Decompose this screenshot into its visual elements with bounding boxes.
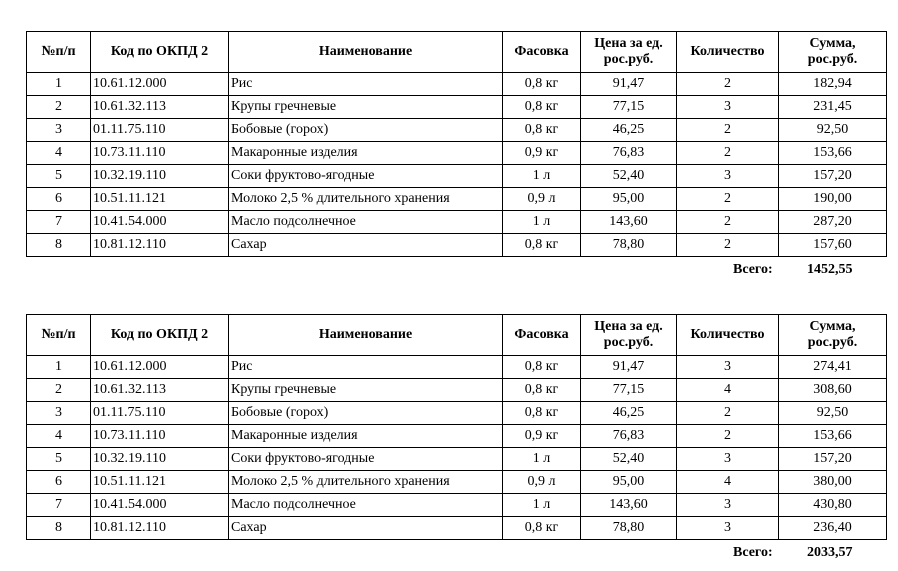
header-pack: [503, 315, 581, 356]
table-row: [27, 517, 887, 540]
unit-price-cell: 76,83: [581, 142, 677, 165]
okpd-code-cell: 10.51.11.121: [91, 188, 229, 211]
okpd-code-cell: 10.61.32.113: [91, 96, 229, 119]
header-code: [91, 32, 229, 73]
table-row: [27, 494, 887, 517]
row-number-cell: 5: [27, 448, 91, 471]
quantity-cell: 3: [677, 448, 779, 471]
product-name-cell: Бобовые (горох): [229, 402, 503, 425]
header-num: [27, 32, 91, 73]
sum-cell: 182,94: [779, 73, 887, 96]
table-row: [27, 142, 887, 165]
table-row: [27, 234, 887, 257]
sum-cell: 157,60: [779, 234, 887, 257]
product-name-cell: Рис: [229, 356, 503, 379]
table-row: [27, 356, 887, 379]
okpd-code-cell: 10.41.54.000: [91, 494, 229, 517]
quantity-cell: 2: [677, 234, 779, 257]
unit-price-cell: 78,80: [581, 517, 677, 540]
header-code-text: Код по ОКПД 2: [110, 327, 209, 342]
sum-cell: 236,40: [779, 517, 887, 540]
quantity-cell: 3: [677, 356, 779, 379]
product-name-cell: Бобовые (горох): [229, 119, 503, 142]
header-num-text: №п/п: [41, 44, 76, 59]
unit-price-cell: 77,15: [581, 96, 677, 119]
total-value: 1452,55: [807, 262, 853, 277]
row-number-cell: 1: [27, 356, 91, 379]
table-row: [27, 425, 887, 448]
header-row: [27, 315, 887, 356]
package-cell: 0,8 кг: [503, 402, 581, 425]
unit-price-cell: 46,25: [581, 402, 677, 425]
product-name-cell: Соки фруктово-ягодные: [229, 165, 503, 188]
okpd-code-cell: 10.32.19.110: [91, 165, 229, 188]
header-price-text: Цена за ед.: [594, 36, 663, 51]
quantity-cell: 2: [677, 402, 779, 425]
sum-cell: 190,00: [779, 188, 887, 211]
header-price-text: Цена за ед.: [594, 319, 663, 334]
product-name-cell: Молоко 2,5 % длительного хранения: [229, 188, 503, 211]
product-name-cell: Макаронные изделия: [229, 142, 503, 165]
table-row: [27, 379, 887, 402]
header-price: [581, 32, 677, 73]
okpd-code-cell: 01.11.75.110: [91, 402, 229, 425]
package-cell: 0,9 кг: [503, 425, 581, 448]
table-row: [27, 402, 887, 425]
row-number-cell: 4: [27, 142, 91, 165]
package-cell: 0,9 кг: [503, 142, 581, 165]
okpd-code-cell: 10.73.11.110: [91, 425, 229, 448]
sum-cell: 153,66: [779, 142, 887, 165]
sum-cell: 308,60: [779, 379, 887, 402]
header-sum-text: Сумма,: [809, 319, 856, 334]
sum-cell: 92,50: [779, 402, 887, 425]
package-cell: 1 л: [503, 211, 581, 234]
table-row: [27, 165, 887, 188]
quantity-cell: 3: [677, 517, 779, 540]
row-number-cell: 1: [27, 73, 91, 96]
table-row: [27, 96, 887, 119]
row-number-cell: 5: [27, 165, 91, 188]
header-price-text: рос.руб.: [603, 335, 654, 350]
package-cell: 0,9 л: [503, 188, 581, 211]
quantity-cell: 4: [677, 471, 779, 494]
header-name: [229, 32, 503, 73]
package-cell: 0,8 кг: [503, 73, 581, 96]
quantity-cell: 2: [677, 188, 779, 211]
row-number-cell: 7: [27, 494, 91, 517]
header-sum-text: рос.руб.: [807, 52, 858, 67]
unit-price-cell: 78,80: [581, 234, 677, 257]
row-number-cell: 2: [27, 379, 91, 402]
header-code: [91, 315, 229, 356]
package-cell: 0,8 кг: [503, 119, 581, 142]
unit-price-cell: 46,25: [581, 119, 677, 142]
product-name-cell: Соки фруктово-ягодные: [229, 448, 503, 471]
okpd-code-cell: 10.61.32.113: [91, 379, 229, 402]
sum-cell: 287,20: [779, 211, 887, 234]
quantity-cell: 3: [677, 96, 779, 119]
product-name-cell: Макаронные изделия: [229, 425, 503, 448]
quantity-cell: 2: [677, 119, 779, 142]
header-name-text: Наименование: [318, 327, 413, 342]
package-cell: 0,8 кг: [503, 379, 581, 402]
unit-price-cell: 76,83: [581, 425, 677, 448]
row-number-cell: 3: [27, 119, 91, 142]
header-qty: [677, 315, 779, 356]
okpd-code-cell: 10.81.12.110: [91, 517, 229, 540]
package-cell: 0,8 кг: [503, 517, 581, 540]
header-sum: [779, 32, 887, 73]
header-num-text: №п/п: [41, 327, 76, 342]
header-qty-text: Количество: [690, 44, 765, 59]
package-cell: 0,8 кг: [503, 356, 581, 379]
total-label: Всего:: [733, 262, 773, 277]
product-name-cell: Сахар: [229, 234, 503, 257]
total-value: 2033,57: [807, 545, 853, 560]
okpd-code-cell: 10.32.19.110: [91, 448, 229, 471]
header-qty-text: Количество: [690, 327, 765, 342]
package-cell: 0,8 кг: [503, 234, 581, 257]
sum-cell: 92,50: [779, 119, 887, 142]
header-pack-text: Фасовка: [514, 327, 569, 342]
header-num: [27, 315, 91, 356]
quantity-cell: 4: [677, 379, 779, 402]
table-row: [27, 119, 887, 142]
header-sum-text: Сумма,: [809, 36, 856, 51]
row-number-cell: 6: [27, 188, 91, 211]
row-number-cell: 6: [27, 471, 91, 494]
order-table-2: [26, 314, 886, 540]
sum-cell: 153,66: [779, 425, 887, 448]
product-name-cell: Масло подсолнечное: [229, 211, 503, 234]
products-table: [26, 31, 887, 257]
unit-price-cell: 91,47: [581, 356, 677, 379]
sum-cell: 430,80: [779, 494, 887, 517]
row-number-cell: 4: [27, 425, 91, 448]
header-price: [581, 315, 677, 356]
header-price-text: рос.руб.: [603, 52, 654, 67]
unit-price-cell: 91,47: [581, 73, 677, 96]
row-number-cell: 3: [27, 402, 91, 425]
row-number-cell: 7: [27, 211, 91, 234]
header-pack: [503, 32, 581, 73]
sum-cell: 157,20: [779, 448, 887, 471]
total-label: Всего:: [733, 545, 773, 560]
sum-cell: 274,41: [779, 356, 887, 379]
package-cell: 0,8 кг: [503, 96, 581, 119]
header-sum-text: рос.руб.: [807, 335, 858, 350]
okpd-code-cell: 10.81.12.110: [91, 234, 229, 257]
unit-price-cell: 77,15: [581, 379, 677, 402]
product-name-cell: Масло подсолнечное: [229, 494, 503, 517]
products-table: [26, 314, 887, 540]
quantity-cell: 2: [677, 425, 779, 448]
table-row: [27, 448, 887, 471]
table-row: [27, 73, 887, 96]
row-number-cell: 2: [27, 96, 91, 119]
header-code-text: Код по ОКПД 2: [110, 44, 209, 59]
sum-cell: 157,20: [779, 165, 887, 188]
okpd-code-cell: 10.41.54.000: [91, 211, 229, 234]
order-table-1: [26, 31, 886, 257]
okpd-code-cell: 10.51.11.121: [91, 471, 229, 494]
quantity-cell: 2: [677, 211, 779, 234]
package-cell: 1 л: [503, 165, 581, 188]
header-qty: [677, 32, 779, 73]
table-row: [27, 211, 887, 234]
quantity-cell: 2: [677, 142, 779, 165]
unit-price-cell: 143,60: [581, 494, 677, 517]
header-sum: [779, 315, 887, 356]
sum-cell: 380,00: [779, 471, 887, 494]
table-row: [27, 471, 887, 494]
quantity-cell: 2: [677, 73, 779, 96]
header-pack-text: Фасовка: [514, 44, 569, 59]
unit-price-cell: 52,40: [581, 448, 677, 471]
package-cell: 0,9 л: [503, 471, 581, 494]
quantity-cell: 3: [677, 165, 779, 188]
product-name-cell: Молоко 2,5 % длительного хранения: [229, 471, 503, 494]
okpd-code-cell: 10.61.12.000: [91, 356, 229, 379]
header-row: [27, 32, 887, 73]
header-name: [229, 315, 503, 356]
row-number-cell: 8: [27, 234, 91, 257]
quantity-cell: 3: [677, 494, 779, 517]
product-name-cell: Сахар: [229, 517, 503, 540]
package-cell: 1 л: [503, 448, 581, 471]
product-name-cell: Крупы гречневые: [229, 96, 503, 119]
okpd-code-cell: 01.11.75.110: [91, 119, 229, 142]
package-cell: 1 л: [503, 494, 581, 517]
product-name-cell: Рис: [229, 73, 503, 96]
header-name-text: Наименование: [318, 44, 413, 59]
unit-price-cell: 95,00: [581, 471, 677, 494]
row-number-cell: 8: [27, 517, 91, 540]
okpd-code-cell: 10.73.11.110: [91, 142, 229, 165]
okpd-code-cell: 10.61.12.000: [91, 73, 229, 96]
sum-cell: 231,45: [779, 96, 887, 119]
product-name-cell: Крупы гречневые: [229, 379, 503, 402]
unit-price-cell: 143,60: [581, 211, 677, 234]
unit-price-cell: 95,00: [581, 188, 677, 211]
table-row: [27, 188, 887, 211]
unit-price-cell: 52,40: [581, 165, 677, 188]
